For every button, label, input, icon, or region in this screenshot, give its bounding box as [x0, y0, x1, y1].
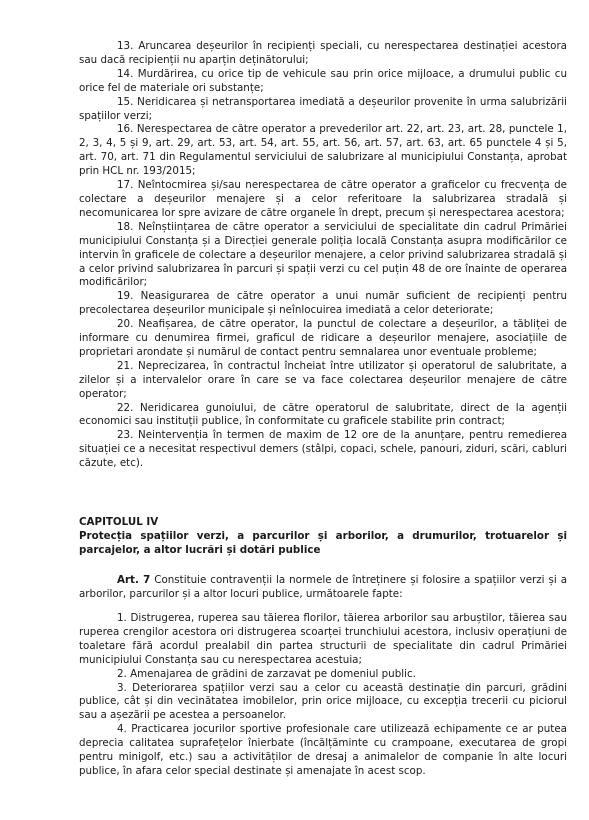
list-item: 21. Neprecizarea, în contractul încheiat între utilizator și operatorul de salubritate, a zilelor și a intervalelor orare în care se va face colectarea deșeurilor menajere de către operator;	[79, 359, 567, 400]
article-intro	[79, 574, 567, 602]
article-paragraph	[79, 574, 567, 602]
list-item: 13. Aruncarea deșeurilor în recipienți speciali, cu nerespectarea destinației acestora sau dacă recipienții nu aparțin deținătorului;	[79, 40, 567, 66]
list-item: 19. Neasigurarea de către operator a unui număr suficient de recipienți pentru precolectarea deșeurilor municipale și neînlocuirea imediată a celor deteriorate;	[79, 290, 567, 317]
list-item: 20. Neafișarea, de către operator, la punctul de colectare a deșeurilor, a tăbliței de informare cu denumirea firmei, graficul de ridicare a deșeurilor menajere, asociațiile de proprietari arondate și numărul de contact pentru semnalarea unor eventuale probleme;	[79, 318, 567, 358]
list-item: 23. Neintervenția în termen de maxim de 12 ore de la anunțare, pentru remedierea situației ce a necesitat respectivul demers (stâlpi, copaci, schele, panouri, ziduri, scări, cabluri căzute, etc).	[79, 429, 567, 470]
list-item: 15. Neridicarea și netransportarea imediată a deșeurilor provenite în urma salubrizării spațiilor verzi;	[79, 95, 567, 122]
list-item: 17. Neîntocmirea și/sau nerespectarea de către operator a graficelor cu frecvența de colectare a deșeurilor menajere și a celor referitoare la salubrizarea stradală și necomunicarea lor spre avizare de către organele în drept, precum și nerespectarea acestora;	[79, 179, 567, 219]
list-item: 3. Deteriorarea spațiilor verzi sau a celor cu această destinație din parcuri, grădini publice, cât și din vecinătatea imobilelor, prin orice mijloace, cu excepția trecerii cu piciorul sau a așezării pe acestea a persoanelor.	[79, 681, 567, 722]
list-item: 16. Nerespectarea de către operator a prevederilor art. 22, art. 23, art. 28, punctele 1, 2, 3, 4, 5 și 9, art. 29, art. 53, art. 54, art. 55, art. 56, art. 57, art. 63, art. 65 punctele 4 și 5, art. 70, art. 71 din Regulamentul serviciului de salubrizare al municipiului Constanța, aprobat prin HCL nr. 193/2015;	[79, 123, 567, 178]
article-label: Art. 7	[117, 574, 151, 586]
items-top-list	[79, 40, 567, 471]
chapter-heading	[79, 516, 567, 558]
list-item: 4. Practicarea jocurilor sportive profesionale care utilizează echipamente ce ar putea deprecia calitatea suprafețelor înierbate (încălțăminte cu crampoane, executarea de gropi pentru minigolf, etc.) sau a activităților de dresaj a animalelor de companie în alte locuri publice, în afara celor special destinate și amenajate în acest scop.	[79, 723, 567, 777]
list-item: 2. Amenajarea de grădini de zarzavat pe domeniul public.	[117, 667, 416, 680]
list-item: 1. Distrugerea, ruperea sau tăierea florilor, tăierea arborilor sau arbuștilor, tăierea sau ruperea crengilor acestora ori distrugerea scoarței trunchiului acestora, inclusiv operațiuni de toaletare fără acordul prealabil din partea structurii de specialitate din cadrul Primăriei municipiului Constanța sau cu nerespectarea acestuia;	[79, 612, 567, 666]
list-item: 14. Murdărirea, cu orice tip de vehicule sau prin orice mijloace, a drumului public cu orice fel de materiale ori substanțe;	[79, 67, 567, 94]
chapter-title: CAPITOLUL IV	[79, 516, 159, 528]
list-item: 22. Neridicarea gunoiului, de către operatorul de salubritate, direct de la agenții economici sau instituții publice, în conformitate cu graficele stabilite prin contract;	[79, 401, 567, 428]
list-item: 18. Neînștiințarea de către operator a serviciului de specialitate din cadrul Primăriei municipiului Constanța și a Direcției generale poliția locală Constanța asupra modificărilor ce intervin în graficele de colectare a deșeurilor menajere, a celor privind salubrizarea stradală și a celor privind salubrizarea în parcuri și spații verzi cu cel puțin 48 de ore înainte de operarea modificărilor;	[79, 220, 567, 289]
items-bottom-list	[79, 612, 567, 779]
article-text: Constituie contravenții la normele de întreținere și folosire a spațiilor verzi și a arborilor, parcurilor și a altor locuri publice, următoarele fapte:	[79, 574, 567, 600]
chapter-subtitle: Protecția spațiilor verzi, a parcurilor și arborilor, a drumurilor, trotuarelor și parcajelor, a altor lucrări și dotări publice	[79, 529, 567, 556]
